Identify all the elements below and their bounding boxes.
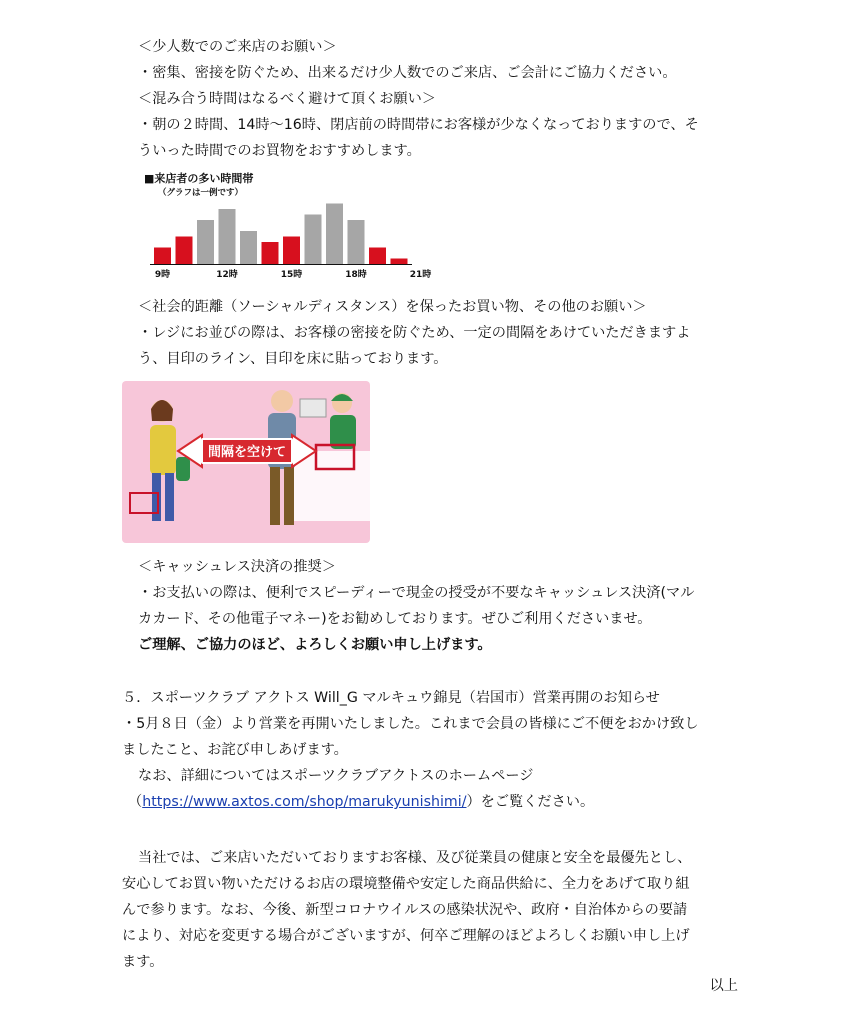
visitor-time-chart: [140, 168, 432, 286]
woman-body-icon: [150, 425, 176, 475]
counter-icon: [292, 451, 370, 521]
chart-bar: [348, 220, 365, 264]
checkout-distance-illustration: [122, 381, 370, 543]
small-group-body: ・密集、密接を防ぐため、出来るだけ少人数でのご来店、ご会計にご協力ください。: [138, 65, 677, 81]
distance-body-2: う、目印のライン、目印を床に貼っております。: [138, 351, 448, 367]
paren-open: （: [128, 794, 143, 810]
cashless-body-2: カカード、その他電子マネー)をお勧めしております。ぜひご利用くださいませ。: [138, 611, 652, 627]
conclusion-line-1: 当社では、ご来店いただいておりますお客様、及び従業員の健康と安全を最優先とし、: [138, 850, 692, 866]
sports-club-heading: ５．スポーツクラブ アクトス Will_G マルキュウ錦見（岩国市）営業再開のお知らせ: [122, 690, 660, 706]
chart-bar: [197, 220, 214, 264]
cashless-heading: ＜キャッシュレス決済の推奨＞: [138, 559, 336, 575]
cashless-body-1: ・お支払いの際は、便利でスピーディーで現金の授受が不要なキャッシュレス決済(マル: [138, 585, 695, 601]
register-icon: [300, 399, 326, 417]
sports-club-body-2: ましたこと、お詫び申しあげます。: [122, 742, 348, 758]
chart-subtitle: （グラフは一例です）: [158, 188, 244, 198]
avoid-crowd-body-2: ういった時間でのお買物をおすすめします。: [138, 143, 421, 159]
chart-title: ■来店者の多い時間帯: [144, 172, 254, 185]
distance-heading: ＜社会的距離（ソーシャルディスタンス）を保ったお買い物、その他のお願い＞: [138, 299, 647, 315]
small-group-heading: ＜少人数でのご来店のお願い＞: [138, 39, 337, 55]
chart-tick-label: 12時: [216, 270, 238, 280]
chart-bar: [369, 248, 386, 265]
chart-bar: [154, 248, 171, 265]
sports-club-body-1: ・5月８日（金）より営業を再開いたしました。これまで会員の皆様にご不便をおかけ致し: [122, 716, 699, 732]
chart-bar: [240, 231, 257, 264]
cashless-closing: ご理解、ご協力のほど、よろしくお願い申し上げます。: [138, 637, 492, 653]
chart-tick-label: 18時: [345, 270, 367, 280]
chart-bar: [305, 215, 322, 265]
conclusion-line-2: 安心してお買い物いただけるお店の環境整備や安定した商品供給に、全力をあげて取り組: [122, 876, 690, 892]
chart-bar: [283, 237, 300, 265]
chart-tick-label: 15時: [280, 270, 303, 280]
chart-bar: [326, 204, 343, 265]
chart-bar: [176, 237, 193, 265]
avoid-crowd-heading: ＜混み合う時間はなるべく避けて頂くお願い＞: [138, 91, 436, 107]
chart-tick-label: 21時: [409, 270, 432, 280]
sports-club-body-3: なお、詳細についてはスポーツクラブアクトスのホームページ: [138, 768, 534, 784]
bag-icon: [176, 457, 190, 481]
end-mark: 以上: [709, 978, 738, 994]
interval-sign: 間隔を空けて: [201, 438, 293, 464]
link-suffix: ）をご覧ください。: [466, 794, 595, 810]
chart-bar: [391, 259, 408, 265]
avoid-crowd-body-1: ・朝の２時間、14時〜16時、閉店前の時間帯にお客様が少なくなっておりますので、そ: [138, 117, 699, 133]
axtos-homepage-link[interactable]: https://www.axtos.com/shop/marukyunishimi/: [142, 794, 467, 810]
conclusion-line-4: により、対応を変更する場合がございますが、何卒ご理解のほどよろしくお願い申し上げ: [122, 928, 690, 944]
sports-club-link-line: [128, 792, 748, 812]
conclusion-line-3: んで参ります。なお、今後、新型コロナウイルスの感染状況や、政府・自治体からの要請: [122, 902, 688, 918]
conclusion-line-5: ます。: [122, 954, 164, 970]
man-head-icon: [271, 390, 293, 412]
chart-bar: [262, 242, 279, 264]
chart-bar: [219, 209, 236, 264]
chart-tick-label: 9時: [154, 270, 171, 280]
distance-body-1: ・レジにお並びの際は、お客様の密接を防ぐため、一定の間隔をあけていただきますよ: [138, 325, 691, 341]
